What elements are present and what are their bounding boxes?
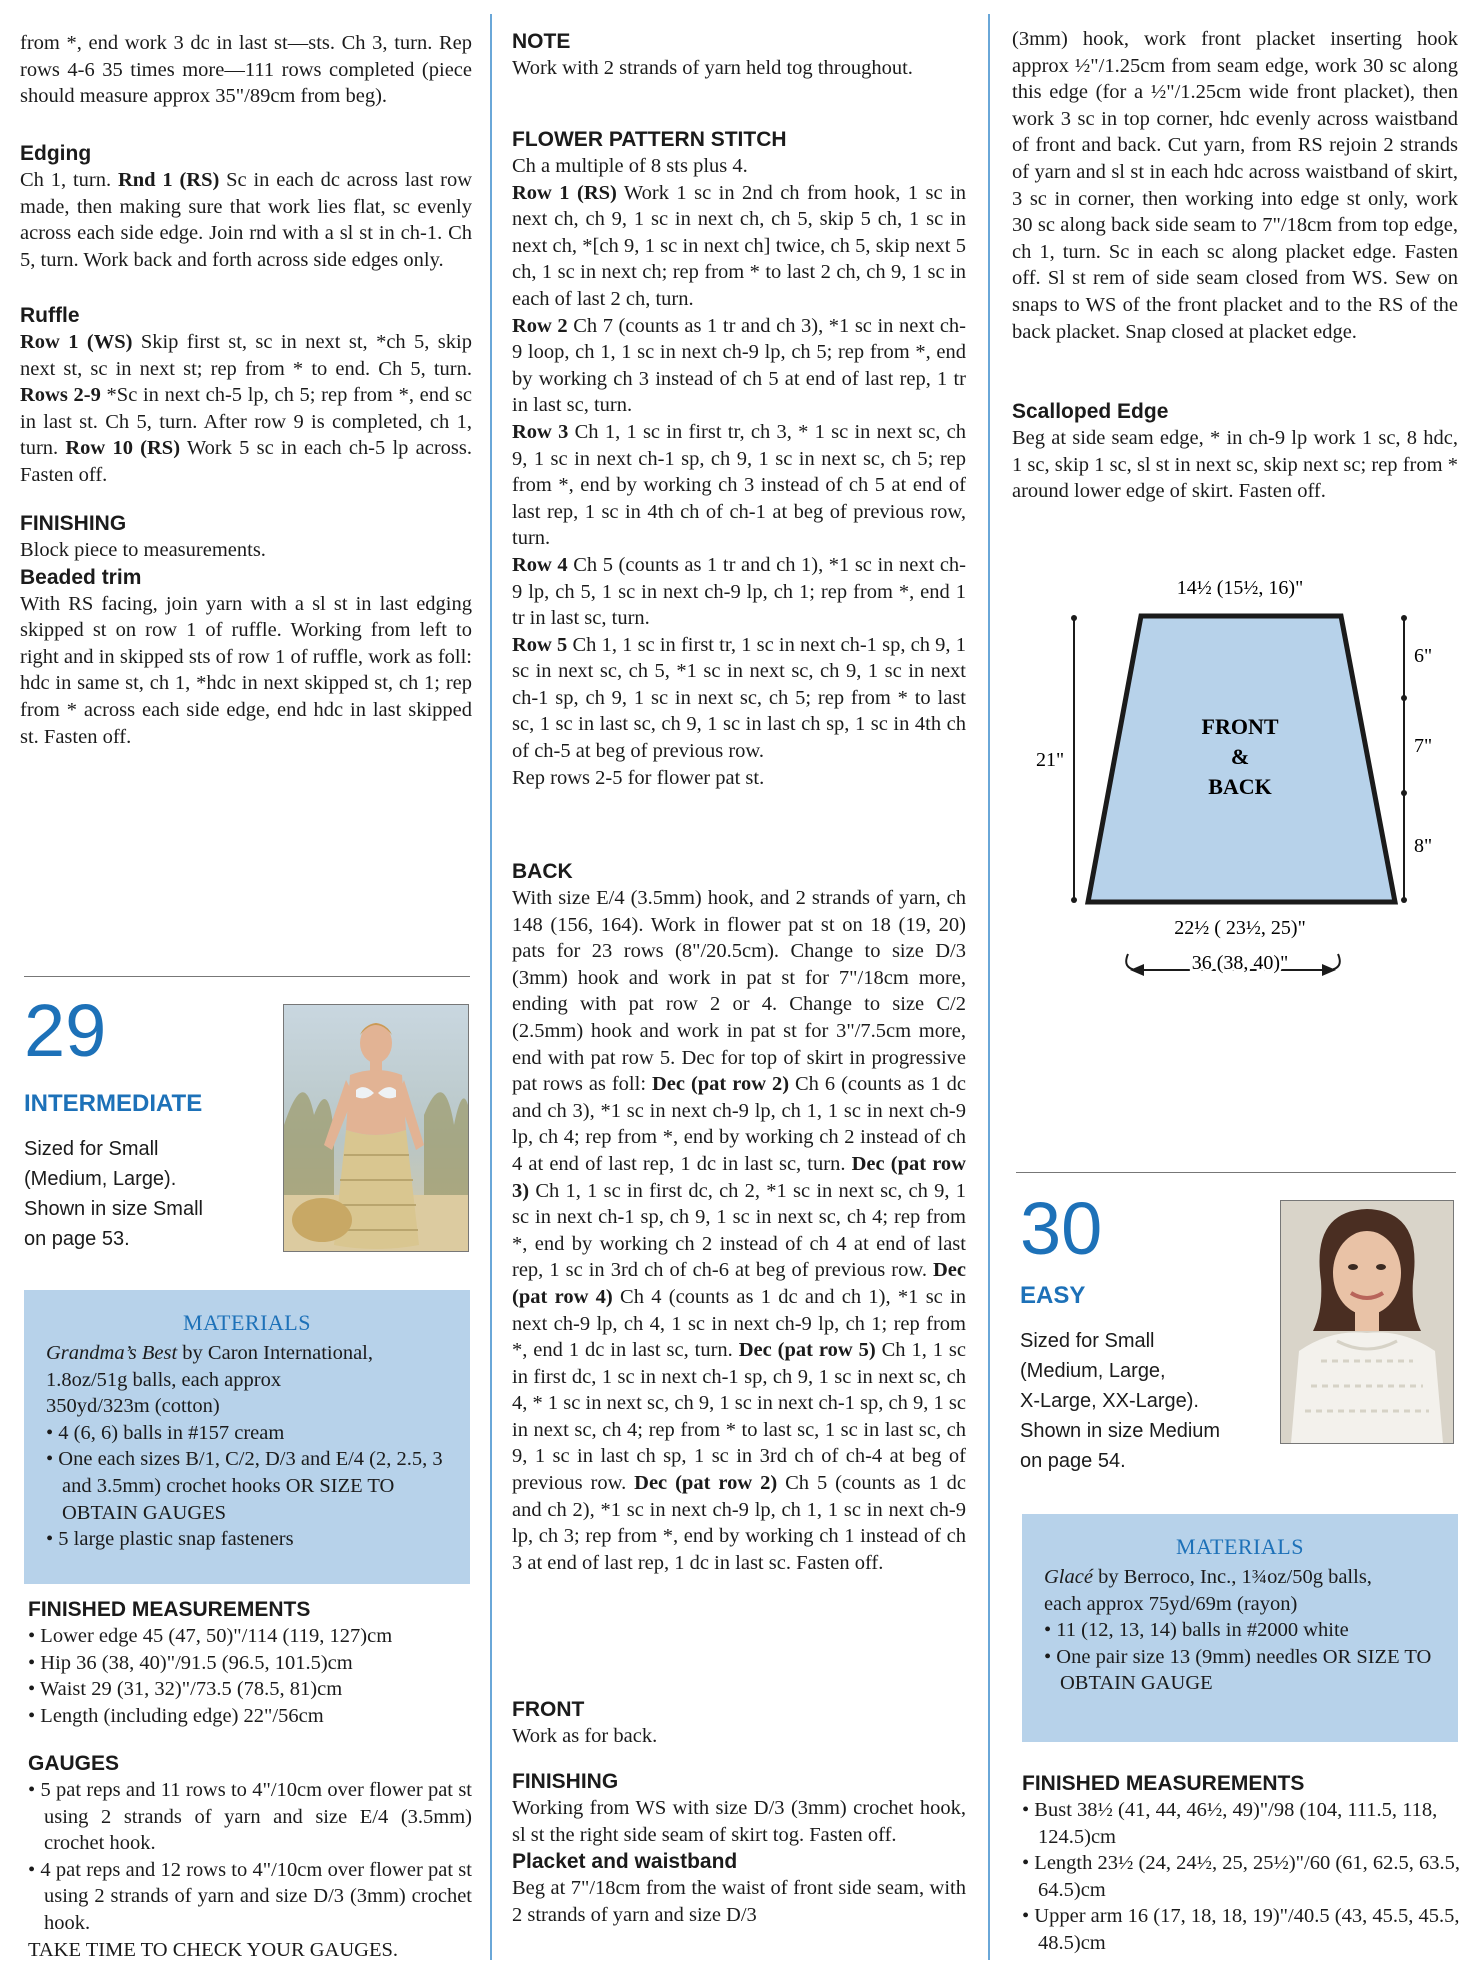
fm-item: • Length 23½ (24, 24½, 25, 25½)"/60 (61, 62.5, 63.5, 64.5)cm [1022, 1852, 1461, 1901]
pattern-number: 29 [24, 989, 107, 1072]
intro-text: from *, end work 3 dc in last st—sts. Ch 3, turn. Rep rows 4-6 35 times more—111 rows completed (piece should measure approx 35"/89cm from beg). [20, 32, 472, 108]
gauges-check: TAKE TIME TO CHECK YOUR GAUGES. [28, 1938, 399, 1961]
materials-box-29 [24, 1290, 470, 1584]
ruffle-section [20, 302, 472, 489]
pattern-29-header [24, 989, 274, 1254]
pattern-divider [24, 976, 470, 977]
note-heading: NOTE [512, 30, 571, 53]
dimension-dot [1071, 615, 1077, 621]
column-rule-left [490, 14, 492, 1960]
model-photo-icon [284, 1005, 468, 1251]
sizing-note-30: Sized for Small (Medium, Large, X-Large, XX-Large). Shown in size Medium on page 54. [1020, 1330, 1221, 1472]
materials-brand-line-30: Glacé by Berroco, Inc., 1¾oz/50g balls, [1044, 1566, 1372, 1588]
finishing-heading-2: FINISHING [512, 1770, 619, 1793]
finishing-heading: FINISHING [20, 512, 127, 535]
materials-list-30 [1044, 1617, 1436, 1697]
materials-item: • One pair size 13 (9mm) needles OR SIZE TO OBTAIN GAUGE [1044, 1645, 1432, 1695]
note-section [512, 28, 966, 82]
materials-title: MATERIALS [183, 1310, 311, 1335]
fm-item: • Length (including edge) 22"/56cm [28, 1704, 324, 1727]
placket-heading: Placket and waistband [512, 1850, 738, 1874]
placket-continued [1012, 26, 1458, 345]
scalloped-edge-section [1012, 398, 1458, 505]
dimension-dot [1401, 790, 1407, 796]
materials-line: 350yd/323m (cotton) [46, 1395, 220, 1418]
edging-section [20, 140, 472, 273]
row-3-text: Row 3 Ch 1, 1 sc in first tr, ch 3, * 1 sc in next sc, ch 9, 1 sc in next ch-1 sp, ch 9, 1 sc in next sc, ch 5; rep from *, end by working ch 3 instead of ch 5 at end of last rep, 1 sc in 4th ch of ch-1 at beg of previous row, turn. [512, 420, 967, 550]
materials-brand-line: Grandma’s Best by Caron International, [46, 1342, 374, 1364]
note-text: Work with 2 strands of yarn held tog throughout. [512, 57, 913, 79]
diagram-center-label: & [1230, 744, 1250, 769]
dimension-dot [1401, 695, 1407, 701]
row-2-text: Row 2 Ch 7 (counts as 1 tr and ch 3), *1 sc in next ch-9 loop, ch 1, 1 sc in next ch-9 lp, ch 5; rep from *, end by working ch 3 instead of ch 5 at end of last rep, 1 tr in last sc, turn. [512, 314, 967, 417]
segment-label: 8" [1414, 835, 1433, 857]
beaded-trim-heading: Beaded trim [20, 565, 142, 589]
pattern-30-header [1020, 1187, 1270, 1476]
back-text: With size E/4 (3.5mm) hook, and 2 strands of yarn, ch 148 (156, 164). Work in flower pat st on 18 (19, 20) pats for 23 rows (8"/20.5cm). Change to size D/3 (3mm) hook and work in pat st for 7"/18cm more, ending with pat row 2 or 4. Change to size C/2 (2.5mm) hook and work in pat st for 3"/7.5cm more, end with pat row 5. Dec for top of skirt in progressive pat rows as foll: Dec (pat row 2) Ch 6 (counts as 1 dc and ch 3), *1 sc in next ch-9 lp, ch 1, 1 sc in next ch-9 lp, ch 4; rep from *, end by working ch 2 instead of ch 4 at end of last rep, 1 dc in last sc, turn. Dec (pat row 3) Ch 1, 1 sc in first dc, ch 2, *1 sc in next sc, ch 9, 1 sc in next ch-1 sp, ch 9, 1 sc in next sc, ch 4; rep from *, end by working ch 2 instead of ch 4 at end of last rep, 1 sc in 3rd ch of ch-6 at beg of previous row. Dec (pat row 4) Ch 4 (counts as 1 dc and ch 1), *1 sc in next ch-9 lp, ch 4, 1 sc in next ch-9 lp, ch 1; rep from *, end 1 dc in last sc, turn. Dec (pat row 5) Ch 1, 1 sc in first dc, 1 sc in next ch-1 sp, ch 9, 1 sc in next sc, ch 4, * 1 sc in next sc, ch 9, 1 sc in next ch-1 sp, ch 9, 1 sc in next sc, ch 4; rep from * to last sc, 1 sc in last sc, ch 9, 1 sc in last ch sp, 1 sc in 3rd ch of ch-4 at beg of previous row. Dec (pat row 2) Ch 5 (counts as 1 dc and ch 2), *1 sc in next ch-9 lp, ch 1, 1 sc in next ch-9 lp, ch 3; rep from *, end by working ch 1 instead of ch 3 at end of last rep, 1 dc in last sc. Fasten off. [512, 887, 967, 1574]
materials-line-30: each approx 75yd/69m (rayon) [1044, 1592, 1298, 1615]
scalloped-heading: Scalloped Edge [1012, 400, 1169, 423]
fm-list [28, 1623, 472, 1729]
finished-measurements-29 [28, 1596, 472, 1729]
ruffle-text: Row 1 (WS) Skip first st, sc in next st, *ch 5, skip next st, sc in next st; rep from * to end. Ch 5, turn. Rows 2-9 *Sc in next ch-5 lp, ch 5; rep from *, end sc in last st. Ch 5, turn. After row 9 is completed, ch 1, turn. Row 10 (RS) Work 5 sc in each ch-5 lp across. Fasten off. [20, 331, 472, 486]
finished-measurements-30 [1022, 1770, 1466, 1957]
finishing-text: Block piece to measurements. [20, 539, 266, 561]
fm-list-30 [1022, 1797, 1466, 1957]
finishing-text-2: Working from WS with size D/3 (3mm) crochet hook, sl st the right side seam of skirt tog. Fasten off. [512, 1797, 966, 1846]
materials-item: • 11 (12, 13, 14) balls in #2000 white [1044, 1619, 1349, 1642]
fm-item: • Upper arm 16 (17, 18, 18, 19)"/40.5 (43, 45.5, 45.5, 48.5)cm [1022, 1905, 1460, 1954]
diagram-center-label: FRONT [1201, 714, 1279, 739]
beaded-trim-text: With RS facing, join yarn with a sl st in last edging skipped st on row 1 of ruffle. Working from left to right and in skipped sts of row 1 of ruffle, work as foll: hdc in same st, ch 1, *hdc in next skipped st, ch 1; rep from * across each side edge, end hdc in last skipped st. Fasten off. [20, 592, 472, 748]
front-heading: FRONT [512, 1698, 585, 1721]
pattern-30-photo [1280, 1200, 1454, 1444]
gauges-29 [28, 1750, 472, 1963]
front-section [512, 1696, 966, 1750]
flower-pattern-section [512, 126, 966, 791]
fm-heading: FINISHED MEASUREMENTS [28, 1598, 311, 1621]
repeat-text: Rep rows 2-5 for flower pat st. [512, 766, 765, 789]
materials-line: 1.8oz/51g balls, each approx [46, 1368, 282, 1391]
materials-item: • 5 large plastic snap fasteners [46, 1528, 294, 1551]
gauges-list [28, 1777, 472, 1937]
dimension-dot [1071, 897, 1077, 903]
length-label: 21" [1036, 749, 1065, 771]
gauge-item: • 5 pat reps and 11 rows to 4"/10cm over flower pat st using 2 strands of yarn and size E/4 (3.5mm) crochet hook. [28, 1779, 472, 1855]
materials-item: • One each sizes B/1, C/2, D/3 and E/4 (2, 2.5, 3 and 3.5mm) crochet hooks OR SIZE TO OBTAIN GAUGES [46, 1448, 443, 1524]
dimension-dot [1401, 897, 1407, 903]
dimension-dot [1401, 615, 1407, 621]
fm-item: • Bust 38½ (41, 44, 46½, 49)"/98 (104, 111.5, 118, 124.5)cm [1022, 1799, 1438, 1848]
segment-label: 7" [1414, 735, 1433, 757]
pattern-29-photo [283, 1004, 469, 1252]
edging-text: Ch 1, turn. Rnd 1 (RS) Sc in each dc across last row made, then making sure that work lies flat, sc evenly across each side edge. Join rnd with a sl st in ch-1. Ch 5, turn. Work back and forth across side edges only. [20, 169, 473, 271]
fps-heading: FLOWER PATTERN STITCH [512, 128, 787, 151]
skirt-schematic [1012, 568, 1458, 988]
fm-item: • Hip 36 (38, 40)"/91.5 (96.5, 101.5)cm [28, 1651, 353, 1674]
finishing-section [20, 510, 472, 750]
arrow-head-left [1130, 964, 1144, 976]
model-photo-icon [1281, 1201, 1453, 1443]
sizing-note: Sized for Small (Medium, Large). Shown in size Small on page 53. [24, 1138, 203, 1250]
bottom-width-label: 22½ ( 23½, 25)" [1174, 917, 1306, 939]
gauge-item: • 4 pat reps and 12 rows to 4"/10cm over flower pat st using 2 strands of yarn and size D/3 (3mm) crochet hook. [28, 1858, 472, 1934]
back-heading: BACK [512, 860, 573, 883]
row-1-text: Row 1 (RS) Work 1 sc in 2nd ch from hook, 1 sc in next ch, ch 9, 1 sc in next ch, ch 5, skip 5 ch, 1 sc in next ch, *[ch 9, 1 sc in next ch] twice, ch 5, skip next 5 ch, 1 sc in next ch; rep from * to last 2 ch, ch 9, 1 sc in each of last 2 ch, turn. [512, 181, 967, 310]
materials-list [46, 1420, 448, 1553]
scalloped-text: Beg at side seam edge, * in ch-9 lp work 1 sc, 8 hdc, 1 sc, skip 1 sc, sl st in next sc, skip next sc; rep from * around lower edge of skirt. Fasten off. [1012, 427, 1458, 503]
front-text: Work as for back. [512, 1725, 658, 1747]
materials-title-30: MATERIALS [1176, 1534, 1304, 1559]
back-section [512, 858, 966, 1576]
fm-item: • Lower edge 45 (47, 50)"/114 (119, 127)cm [28, 1625, 393, 1647]
materials-box-30 [1022, 1514, 1458, 1742]
pattern-number-30: 30 [1020, 1187, 1103, 1270]
skill-level: INTERMEDIATE [24, 1090, 203, 1117]
ruffle-heading: Ruffle [20, 304, 80, 327]
fm-item: • Waist 29 (31, 32)"/73.5 (78.5, 81)cm [28, 1678, 343, 1701]
placket-text: Beg at 7"/18cm from the waist of front side seam, with 2 strands of yarn and size D/3 [512, 1877, 966, 1926]
intro-section [20, 30, 472, 110]
fps-intro: Ch a multiple of 8 sts plus 4. [512, 155, 748, 177]
fm-heading-30: FINISHED MEASUREMENTS [1022, 1772, 1305, 1795]
gauges-heading: GAUGES [28, 1752, 120, 1775]
column-rule-right [988, 14, 990, 1960]
edging-heading: Edging [20, 142, 92, 165]
top-width-label: 14½ (15½, 16)" [1176, 577, 1304, 599]
materials-item: • 4 (6, 6) balls in #157 cream [46, 1421, 285, 1444]
segment-label: 6" [1414, 645, 1433, 667]
row-5-text: Row 5 Ch 1, 1 sc in first tr, 1 sc in next ch-1 sp, ch 9, 1 sc in next sc, ch 5, *1 sc in next sc, ch 9, 1 sc in next ch-1 sp, ch 9, 1 sc in next sc, ch 5; rep from * to last sc, 1 sc in last sc, ch 9, 1 sc in last ch sp, 1 sc in 4th ch of ch-5 at beg of previous row. [512, 633, 966, 763]
diagram-center-label: BACK [1208, 774, 1272, 799]
row-4-text: Row 4 Ch 5 (counts as 1 tr and ch 1), *1 sc in next ch-9 lp, ch 5, 1 sc in next ch-9 lp, ch 1; rep from *, end 1 tr in last sc, turn. [512, 553, 967, 630]
arrow-head-right [1322, 964, 1336, 976]
skill-level-30: EASY [1020, 1282, 1086, 1309]
finishing-section-2 [512, 1768, 966, 1928]
hip-label: 36 (38, 40)" [1191, 952, 1289, 974]
placket-continued-text: (3mm) hook, work front placket inserting hook approx ½"/1.25cm from seam edge, work 30 sc along this edge (for a ½"/1.25cm wide front placket), then work 3 sc in top corner, hdc evenly across waistband of front and back. Cut yarn, from RS rejoin 2 strands of yarn and sl st in each hdc across waistband of skirt, 3 sc in corner, then working into edge st only, work 30 sc along back side seam to 7"/18cm from top edge, ch 1, turn. Sc in each sc along placket edge. Fasten off. Sl st rem of side seam closed from WS. Sew on snaps to WS of the front placket and to the RS of the back placket. Snap closed at placket edge. [1012, 28, 1458, 343]
pattern-divider-2 [1016, 1172, 1456, 1173]
